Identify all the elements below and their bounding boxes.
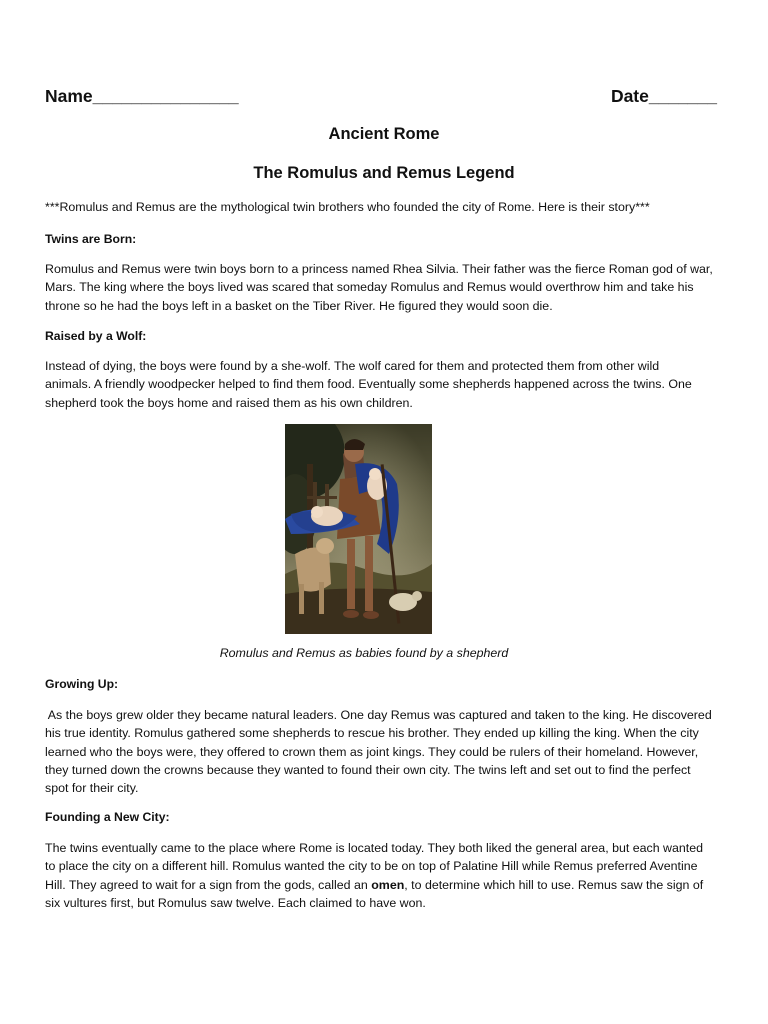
paragraph-line: animals. A friendly woodpecker helped to find them food. Eventually some shepherds happened across the twins. One xyxy=(45,377,692,392)
omen-term: omen xyxy=(371,877,405,892)
paragraph-line: The twins eventually came to the place where Rome is located today. They both liked the general area, but each wanted xyxy=(45,841,704,855)
date-field: Date_______ xyxy=(610,86,717,106)
paragraph-line: learned who the boys were, they offered to crown them as joint kings. They could be rulers of their homeland. However, xyxy=(45,744,699,759)
page-title: Ancient Rome xyxy=(328,125,440,143)
paragraph-line: six vultures first, but Romulus saw twelve. Each claimed to have won. xyxy=(45,895,426,910)
paragraph-line: spot for their city. xyxy=(45,781,139,796)
section-heading-twins: Twins are Born: xyxy=(45,232,137,246)
header-row xyxy=(45,86,717,110)
paragraph-line: Mars. The king where the boys lived was scared that someday Romulus and Remus would overthrow him and take his xyxy=(45,280,694,295)
page-subtitle: The Romulus and Remus Legend xyxy=(253,164,515,182)
section-heading-wolf: Raised by a Wolf: xyxy=(45,329,147,343)
painting-illustration xyxy=(285,424,432,634)
image-caption: Romulus and Remus as babies found by a shepherd xyxy=(219,646,509,660)
paragraph-text: Hill. They agreed to wait for a sign from the gods, called an xyxy=(45,877,372,892)
paragraph-line: they turned down the crowns because they wanted to found their own city. The twins left and set out to find the perfect xyxy=(45,762,691,777)
shepherd-painting-image xyxy=(285,424,432,634)
section-heading-growing-up: Growing Up: xyxy=(45,677,119,691)
paragraph-text: , to determine which hill to use. Remus saw the sign of xyxy=(404,877,704,892)
paragraph-line: Romulus and Remus were twin boys born to a princess named Rhea Silvia. Their father was the fierce Roman god of war, xyxy=(45,262,713,276)
paragraph-line: As the boys grew older they became natural leaders. One day Remus was captured and taken to the king. He discovered xyxy=(45,708,712,722)
paragraph-line: Instead of dying, the boys were found by a she-wolf. The wolf cared for them and protected them from other wild xyxy=(45,359,660,373)
section-paragraph-twins xyxy=(45,260,725,315)
section-paragraph-wolf xyxy=(45,357,725,412)
section-paragraph-founding xyxy=(45,839,725,912)
section-paragraph-growing-up xyxy=(45,706,725,797)
paragraph-line: to place the city on a different hill. Romulus wanted the city to be on top of Palatine Hill while Remus preferred Aventine xyxy=(45,859,698,874)
paragraph-line xyxy=(45,876,725,894)
paragraph-line: throne so he had the boys left in a basket on the Tiber River. He figured they would soon die. xyxy=(45,298,553,313)
paragraph-line: shepherd took the boys home and raised them as his own children. xyxy=(45,395,413,410)
paragraph-line: his true identity. Romulus gathered some shepherds to rescue his brother. They ended up killing the king. When the city xyxy=(45,726,699,741)
name-field: Name_______________ xyxy=(45,86,239,106)
section-heading-founding: Founding a New City: xyxy=(45,810,170,824)
intro-text: ***Romulus and Remus are the mythological twin brothers who founded the city of Rome. Here is their story*** xyxy=(45,200,650,214)
